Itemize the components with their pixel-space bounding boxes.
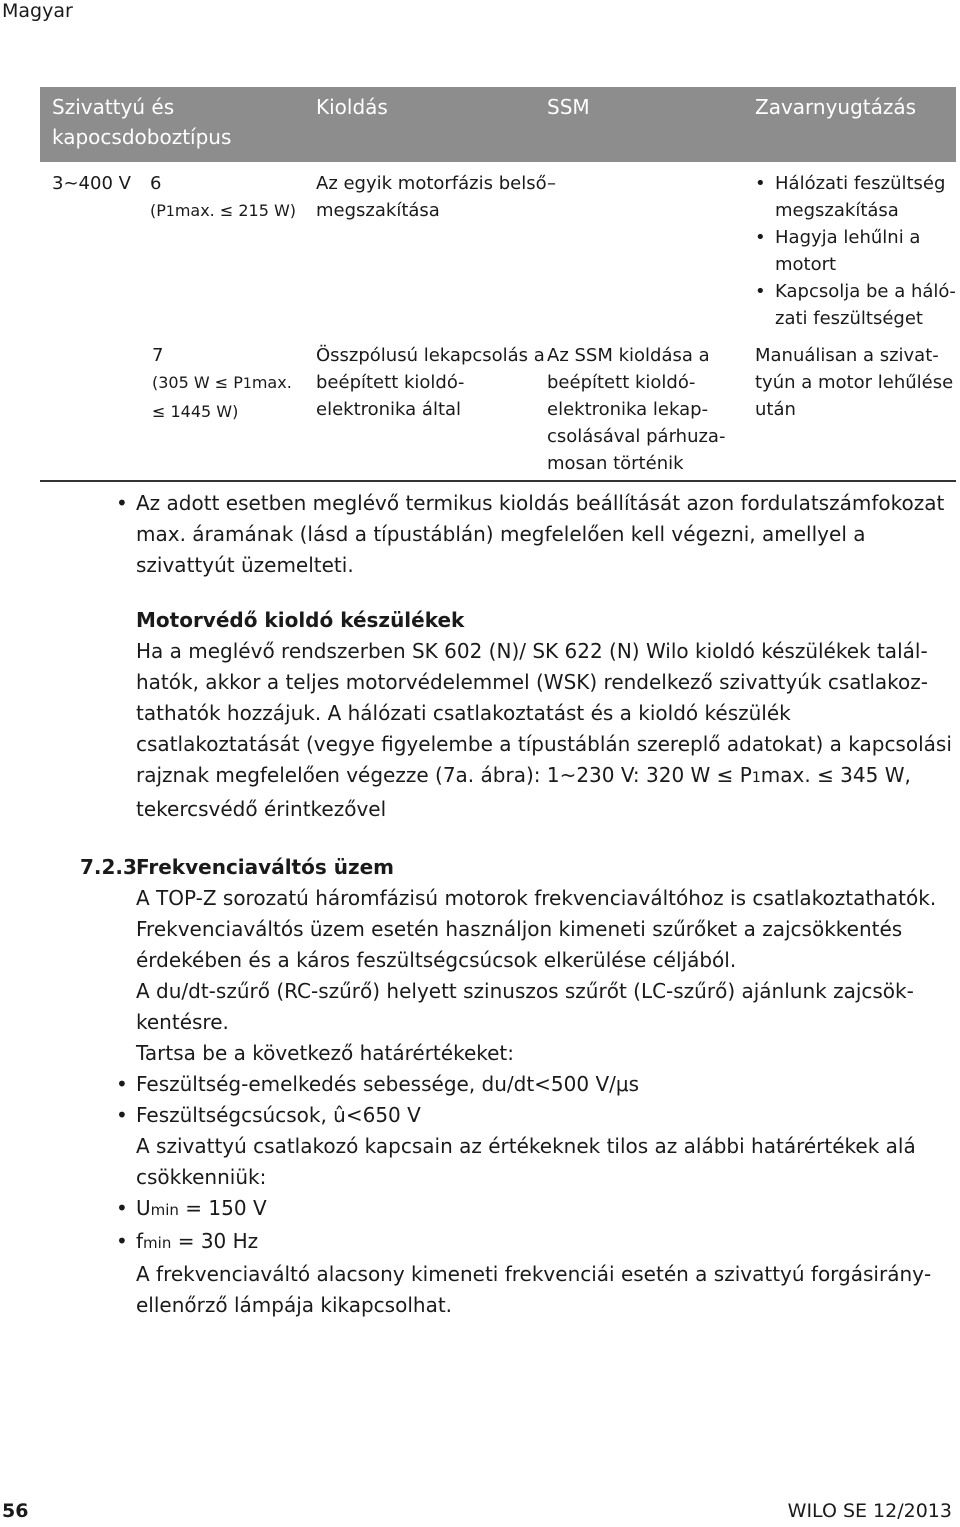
list-item: • fmin = 30 Hz <box>116 1229 259 1253</box>
header-ssm: SSM <box>547 87 755 162</box>
list-item: • Feszültségcsúcsok, û<650 V <box>116 1103 421 1127</box>
table-header-row <box>40 87 956 162</box>
motor-protection-section <box>136 605 956 825</box>
zavar-cell <box>755 162 956 332</box>
table-row <box>40 162 956 332</box>
list-item: • Hálózati feszültség megszakítása <box>755 170 956 224</box>
paragraph: A TOP-Z sorozatú háromfázisú motorok frekvenciaváltóhoz is csatlakoztathatók. Frekvenciaváltós üzem esetén használjon kimeneti szűrőket a zajcsökkentés érdekében és a káros feszültségcsúcsok elkerülése céljából. <box>136 886 937 972</box>
type-number: 7 <box>152 345 164 366</box>
note-bullet: • Az adott esetben meglévő termikus kioldás beállítását azon fordulatszámfokozat max. áramának (lásd a típustáblán) megfelelően kell végezni, amellyel a szivattyút üzemelteti. <box>116 491 945 577</box>
table-row <box>40 332 956 481</box>
document-id: WILO SE 12/2013 <box>787 1500 952 1522</box>
paragraph: A du/dt-szűrő (RC-szűrő) helyett szinuszos szűrőt (LC-szűrő) ajánlunk zajcsökkentésre. <box>136 979 914 1034</box>
header-zavar: Zavarnyugtázás <box>755 87 956 162</box>
frequency-section <box>80 852 956 1321</box>
section-title: Frekvenciaváltós üzem <box>136 855 394 879</box>
list-item: • Kapcsolja be a hálózati feszültséget <box>755 278 956 332</box>
list-item: • Feszültség-emelkedés sebessége, du/dt<500 V/μs <box>116 1072 640 1096</box>
list-item: • Umin = 150 V <box>116 1196 267 1220</box>
paragraph: A frekvenciaváltó alacsony kimeneti frekvenciái esetén a szivattyú forgásirányellenőrző lámpája kikapcsolhat. <box>136 1262 932 1317</box>
paragraph: Tartsa be a következő határértékeket: <box>136 1041 514 1065</box>
type-cell <box>150 162 304 332</box>
ssm-cell: – <box>547 173 556 194</box>
list-item: • Hagyja lehűlni a motort <box>755 224 956 278</box>
header-kioldas: Kioldás <box>304 87 547 162</box>
kioldas-cell: Az egyik motorfázis belső megszakítása <box>316 173 547 221</box>
motor-protection-text: Ha a meglévő rendszerben SK 602 (N)/ SK 622 (N) Wilo kioldó készülékek találhatók, akkor a teljes motorvédelemmel (WSK) rendelkező szivattyúk csatlakoztathatók hozzájuk. A hálózati csatlakoztatást és a kioldó készülék csatlakoztatását (vegye figyelembe a típustáblán szereplő adatokat) a kapcsolási rajznak megfelelően végezze (7a. ábra): 1~230 V: 320 W ≤ P1max. ≤ 345 W, tekercsvédő érintkezővel <box>136 639 952 821</box>
motor-protection-title: Motorvédő kioldó készülékek <box>136 608 465 632</box>
ssm-cell: Az SSM kioldása a beépített kioldóelektronika lekapcsolásával párhuzamosan történik <box>547 345 726 474</box>
paragraph: A szivattyú csatlakozó kapcsain az értékeknek tilos az alábbi határértékek alá csökkenniük: <box>136 1134 916 1189</box>
type-range: (305 W ≤ P1max. ≤ 1445 W) <box>152 373 292 421</box>
spec-table <box>40 87 956 482</box>
type-range: (P1max. ≤ 215 W) <box>150 201 297 220</box>
kioldas-cell: Összpólusú lekapcsolás a beépített kioldóelektronika által <box>316 345 545 420</box>
language-label: Magyar <box>2 0 73 22</box>
page-number: 56 <box>2 1500 29 1522</box>
voltage-cell: 3~400 V <box>52 173 131 194</box>
section-number: 7.2.3 <box>80 855 137 879</box>
header-pump-type: Szivattyú és kapocsdoboztípus <box>40 87 304 162</box>
type-cell <box>150 332 304 481</box>
type-number: 6 <box>150 173 162 194</box>
zavar-cell: Manuálisan a szivattyún a motor lehűlése után <box>755 345 954 420</box>
